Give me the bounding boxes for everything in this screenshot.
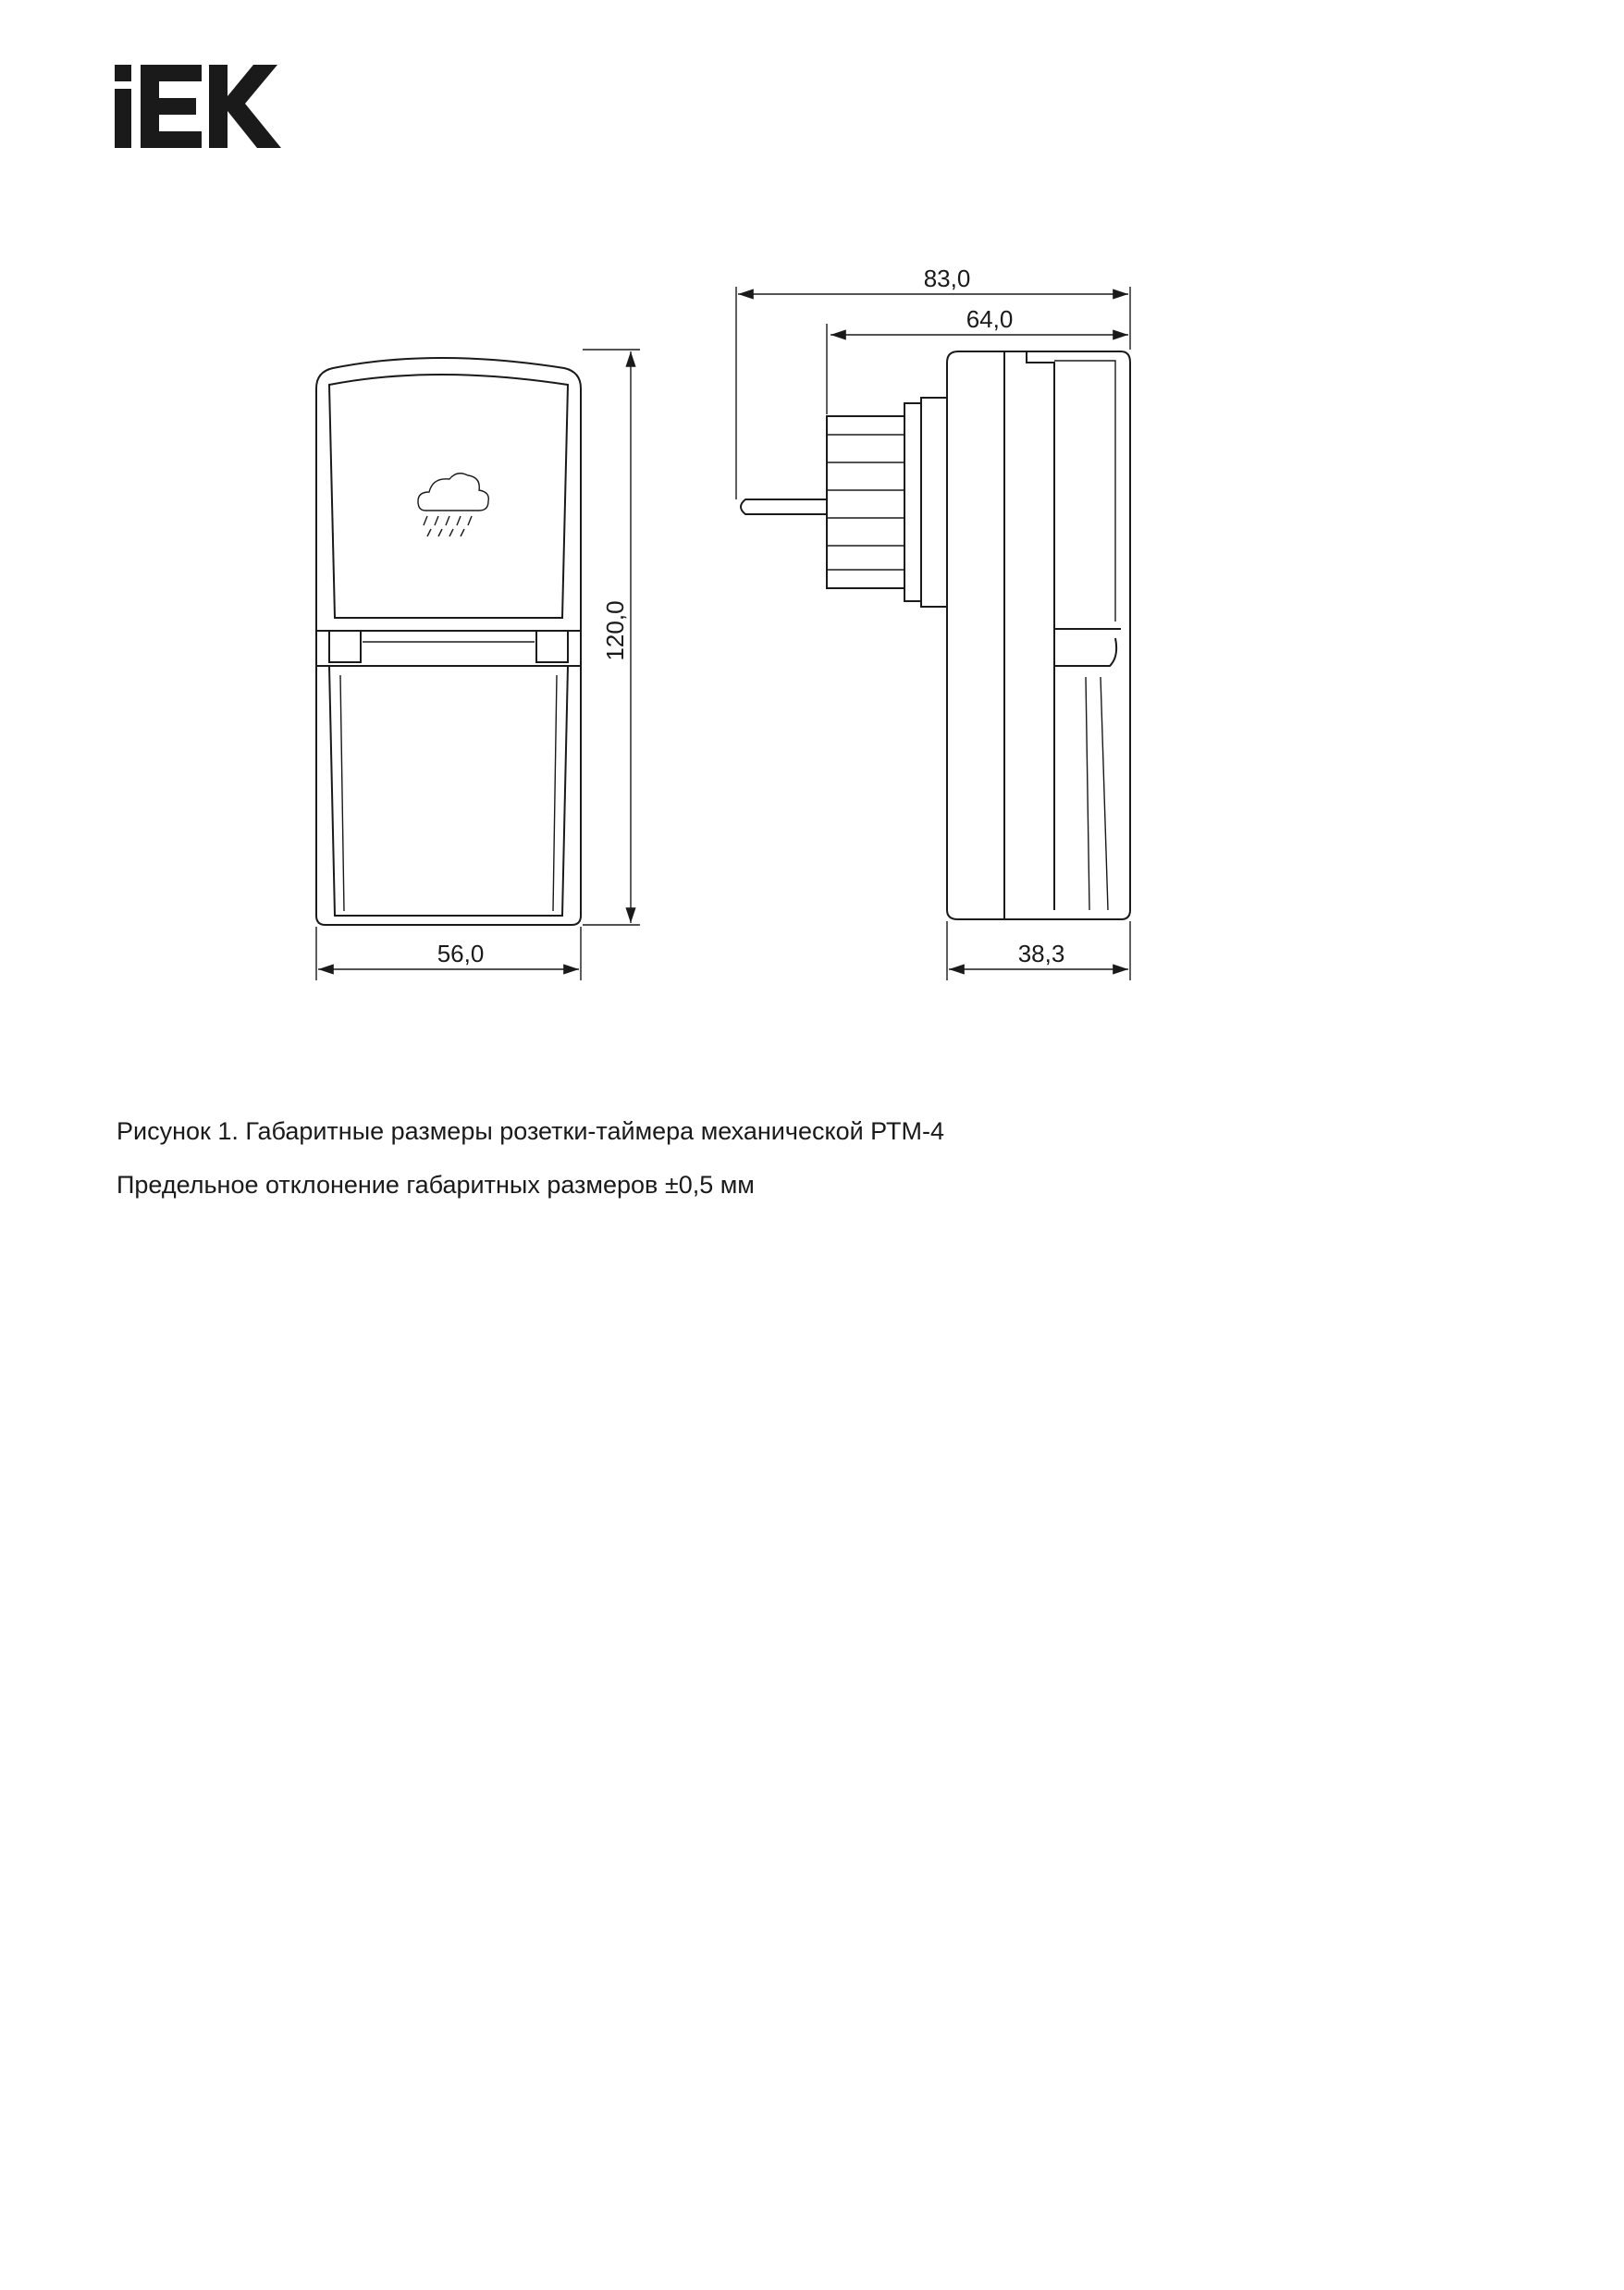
front-height-label: 120,0 bbox=[601, 600, 629, 661]
dimension-drawing bbox=[0, 0, 1624, 1110]
figure-caption: Рисунок 1. Габаритные размеры розетки-таймера механической РТМ-4 bbox=[117, 1117, 944, 1145]
side-body-depth-label: 38,3 bbox=[1017, 940, 1065, 967]
side-depth-label: 64,0 bbox=[966, 305, 1014, 333]
front-view bbox=[316, 358, 581, 925]
side-total-depth-label: 83,0 bbox=[923, 265, 971, 292]
front-width-label: 56,0 bbox=[437, 940, 485, 967]
side-view bbox=[741, 351, 1130, 919]
side-dimension-lines bbox=[736, 287, 1130, 980]
rain-cloud-icon bbox=[418, 474, 488, 536]
tolerance-note: Предельное отклонение габаритных размеров ±0,5 мм bbox=[117, 1171, 755, 1199]
